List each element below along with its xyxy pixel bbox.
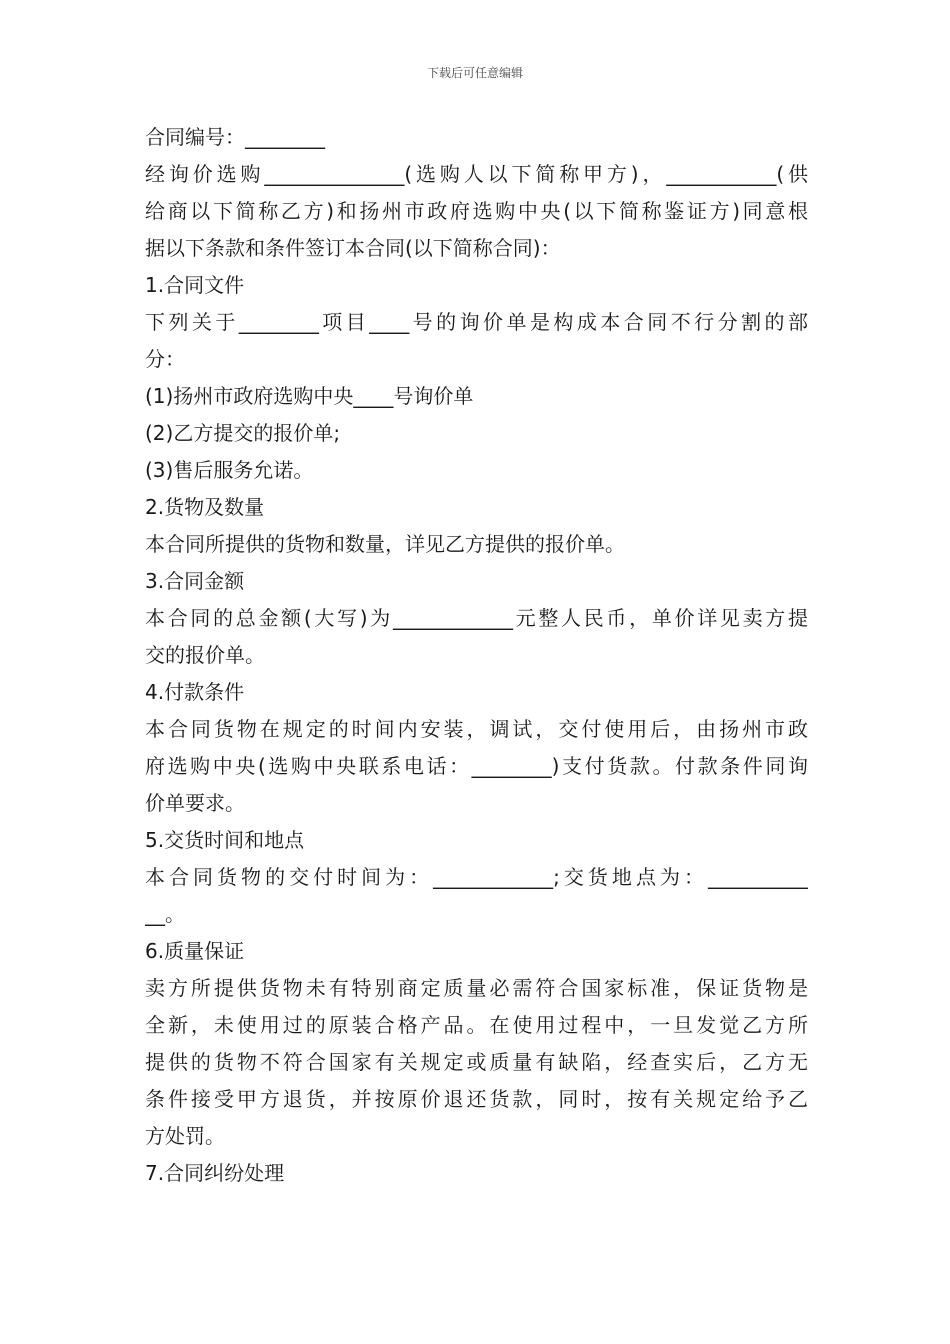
contract-text-line: 交的报价单。 xyxy=(145,643,265,667)
contract-text-line: 1.合同文件 xyxy=(145,273,245,297)
contract-text-line: 府选购中央(选购中央联系电话：________)支付货款。付款条件同询 xyxy=(145,754,808,778)
contract-text-line: 本合同货物在规定的时间内安装，调试，交付使用后，由扬州市政 xyxy=(145,717,808,741)
contract-text-line: 7.合同纠纷处理 xyxy=(145,1161,285,1185)
contract-body xyxy=(145,119,808,1192)
contract-text-line: 6.质量保证 xyxy=(145,939,245,963)
contract-text-line: 分： xyxy=(145,347,185,371)
contract-text-line: (2)乙方提交的报价单; xyxy=(145,421,341,445)
contract-text-line: 5.交货时间和地点 xyxy=(145,828,305,852)
contract-text-line: 3.合同金额 xyxy=(145,569,245,593)
contract-text-line: 卖方所提供货物未有特别商定质量必需符合国家标准，保证货物是 xyxy=(145,976,808,1000)
contract-text-line: (1)扬州市政府选购中央____号询价单 xyxy=(145,384,474,408)
contract-text-line: 本合同货物的交付时间为：____________;交货地点为：__________ xyxy=(145,865,808,889)
contract-text-line: 价单要求。 xyxy=(145,791,245,815)
contract-text-line: 给商以下简称乙方)和扬州市政府选购中央(以下简称鉴证方)同意根 xyxy=(145,199,808,223)
contract-text-line: 据以下条款和条件签订本合同(以下简称合同)： xyxy=(145,236,561,260)
contract-text-line: 经询价选购______________(选购人以下简称甲方)，___________(供 xyxy=(145,162,808,186)
contract-text-line: (3)售后服务允诺。 xyxy=(145,458,314,482)
contract-text-line: 下列关于________项目____号的询价单是构成本合同不行分割的部 xyxy=(145,310,808,334)
contract-text-line: __。 xyxy=(145,902,185,926)
contract-text-line: 方处罚。 xyxy=(145,1124,225,1148)
contract-text-line: 提供的货物不符合国家有关规定或质量有缺陷，经查实后，乙方无 xyxy=(145,1050,808,1074)
contract-text-line: 全新，未使用过的原装合格产品。在使用过程中，一旦发觉乙方所 xyxy=(145,1013,808,1037)
contract-text-line: 本合同所提供的货物和数量，详见乙方提供的报价单。 xyxy=(145,532,625,556)
contract-text-line: 条件接受甲方退货，并按原价退还货款，同时，按有关规定给予乙 xyxy=(145,1087,808,1111)
contract-text-line: 2.货物及数量 xyxy=(145,495,265,519)
contract-text-line: 本合同的总金额(大写)为____________元整人民币，单价详见卖方提 xyxy=(145,606,808,630)
page-header-note: 下载后可任意编辑 xyxy=(426,66,523,80)
contract-text-line: 4.付款条件 xyxy=(145,680,245,704)
contract-text-line: 合同编号：________ xyxy=(145,125,325,149)
